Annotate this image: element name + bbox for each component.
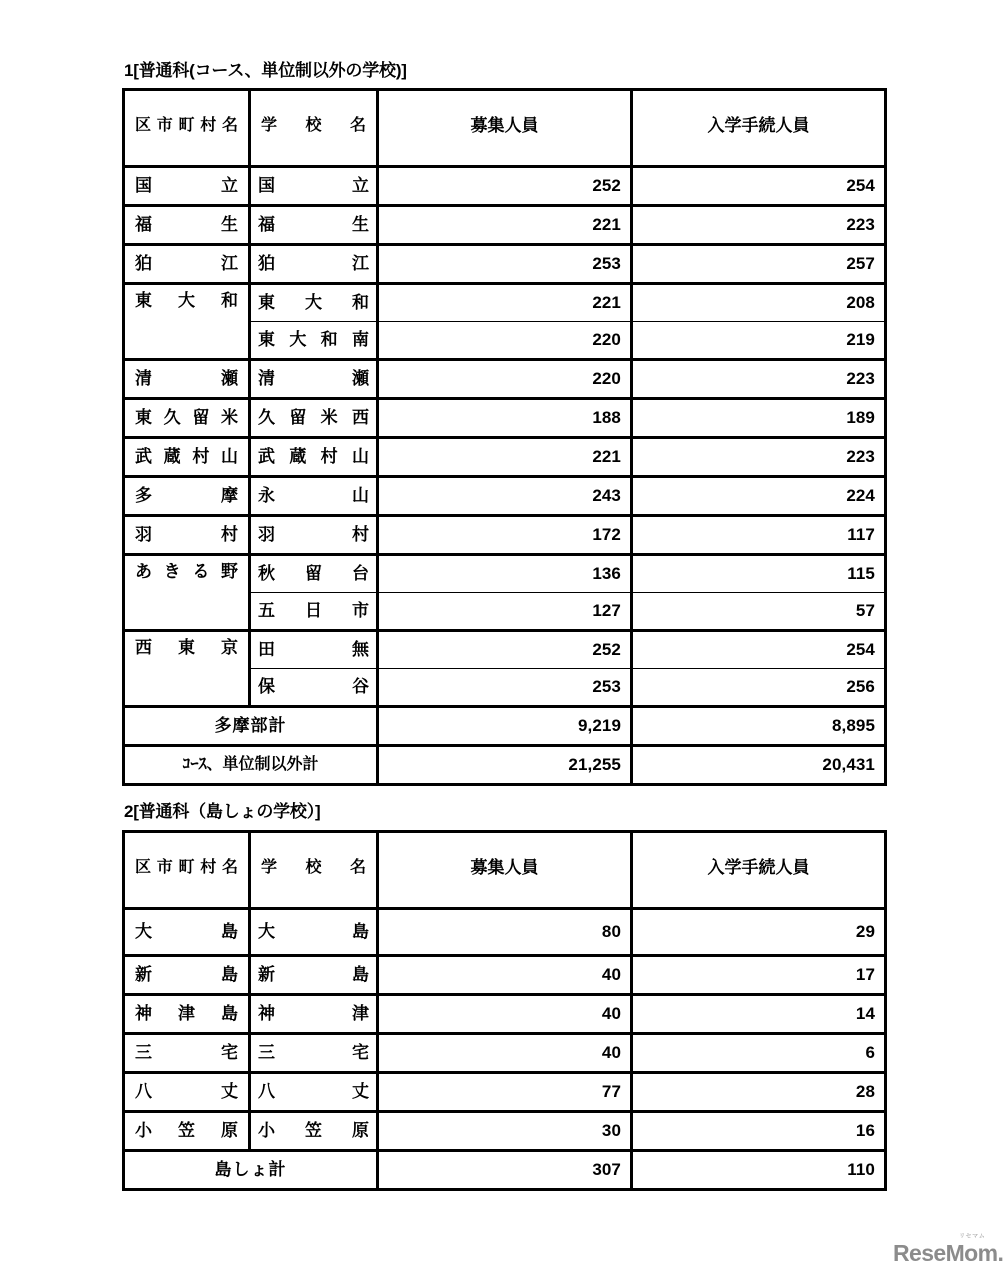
municipality-label: 東大和 <box>135 291 238 310</box>
cell-municipality <box>124 555 250 631</box>
table-row <box>124 360 886 399</box>
school-name-label: 清瀬 <box>258 368 369 388</box>
school-name-label: 東大和 <box>258 292 369 312</box>
school-name-label: 三宅 <box>258 1042 369 1062</box>
cell-municipality <box>124 399 250 438</box>
cell-capacity: 252 <box>378 167 632 206</box>
cell-enrolled: 115 <box>632 555 886 593</box>
table-total-row <box>124 746 886 785</box>
cell-school-name <box>250 555 378 593</box>
cell-total-enrolled: 110 <box>632 1151 886 1190</box>
cell-capacity: 127 <box>378 593 632 631</box>
cell-capacity: 172 <box>378 516 632 555</box>
cell-total-capacity: 307 <box>378 1151 632 1190</box>
column-header-enrolled: 入学手続人員 <box>632 90 886 167</box>
cell-total-capacity: 9,219 <box>378 707 632 746</box>
cell-capacity: 40 <box>378 995 632 1034</box>
column-header-enrolled: 入学手続人員 <box>632 832 886 909</box>
municipality-label: 八丈 <box>135 1081 238 1101</box>
cell-school-name <box>250 322 378 360</box>
cell-capacity: 253 <box>378 245 632 284</box>
school-name-label: 五日市 <box>258 600 369 620</box>
cell-municipality <box>124 477 250 516</box>
municipality-label: 小笠原 <box>135 1120 238 1140</box>
cell-capacity: 188 <box>378 399 632 438</box>
cell-enrolled: 6 <box>632 1034 886 1073</box>
cell-capacity: 80 <box>378 909 632 956</box>
table-1-body <box>124 167 886 785</box>
cell-school-name <box>250 284 378 322</box>
table-row <box>124 167 886 206</box>
resemom-watermark <box>893 1234 1004 1268</box>
cell-school-name <box>250 909 378 956</box>
municipality-label: 東久留米 <box>135 407 238 427</box>
cell-school-name <box>250 477 378 516</box>
table-island-schools <box>122 830 887 1191</box>
section-title-1: 1[普通科(コース、単位制以外の学校)] <box>124 61 407 80</box>
table-row <box>124 1112 886 1151</box>
table-row <box>124 995 886 1034</box>
school-name-label: 小笠原 <box>258 1120 369 1140</box>
municipality-label: 多摩 <box>135 485 238 505</box>
column-header-school: 学校名 <box>250 90 378 167</box>
cell-municipality <box>124 995 250 1034</box>
watermark-text: ReseMom. <box>893 1240 1004 1266</box>
school-name-label: 秋留台 <box>258 563 369 583</box>
total-label-text: 多摩部計 <box>214 715 287 735</box>
cell-school-name <box>250 438 378 477</box>
table-row <box>124 399 886 438</box>
cell-enrolled: 223 <box>632 360 886 399</box>
table-2-header <box>124 832 886 909</box>
school-name-label: 久留米西 <box>258 407 369 427</box>
table-1-header <box>124 90 886 167</box>
cell-capacity: 136 <box>378 555 632 593</box>
cell-capacity: 221 <box>378 206 632 245</box>
cell-municipality <box>124 438 250 477</box>
school-name-label: 保谷 <box>258 676 369 696</box>
cell-total-label <box>124 746 378 785</box>
cell-enrolled: 224 <box>632 477 886 516</box>
school-name-label: 永山 <box>258 485 369 505</box>
cell-school-name <box>250 516 378 555</box>
column-header-municipality: 区市町村名 <box>124 832 250 909</box>
cell-school-name <box>250 245 378 284</box>
cell-enrolled: 14 <box>632 995 886 1034</box>
cell-enrolled: 57 <box>632 593 886 631</box>
cell-school-name <box>250 669 378 707</box>
cell-municipality <box>124 206 250 245</box>
table-row <box>124 245 886 284</box>
cell-school-name <box>250 631 378 669</box>
watermark-ruby: リセマム <box>959 1234 986 1240</box>
cell-school-name <box>250 956 378 995</box>
cell-total-enrolled: 20,431 <box>632 746 886 785</box>
cell-total-capacity: 21,255 <box>378 746 632 785</box>
cell-enrolled: 189 <box>632 399 886 438</box>
cell-municipality <box>124 1073 250 1112</box>
cell-capacity: 40 <box>378 956 632 995</box>
cell-total-label <box>124 1151 378 1190</box>
school-name-label: 田無 <box>258 639 369 659</box>
municipality-label: 国立 <box>135 175 238 195</box>
cell-capacity: 220 <box>378 322 632 360</box>
total-label-text: 島しょ計 <box>214 1159 287 1179</box>
school-name-label: 八丈 <box>258 1081 369 1101</box>
municipality-label: 狛江 <box>135 253 238 273</box>
cell-enrolled: 223 <box>632 438 886 477</box>
school-name-label: 東大和南 <box>258 329 369 349</box>
table-2-body <box>124 909 886 1190</box>
cell-enrolled: 29 <box>632 909 886 956</box>
cell-municipality <box>124 245 250 284</box>
cell-capacity: 30 <box>378 1112 632 1151</box>
table-total-row <box>124 707 886 746</box>
cell-enrolled: 17 <box>632 956 886 995</box>
municipality-label: 神津島 <box>135 1003 238 1023</box>
cell-enrolled: 257 <box>632 245 886 284</box>
cell-enrolled: 223 <box>632 206 886 245</box>
table-row <box>124 631 886 669</box>
cell-municipality <box>124 284 250 360</box>
municipality-label: 三宅 <box>135 1042 238 1062</box>
table-row <box>124 956 886 995</box>
table-total-row <box>124 1151 886 1190</box>
cell-school-name <box>250 206 378 245</box>
table-row <box>124 438 886 477</box>
school-name-label: 新島 <box>258 964 369 984</box>
cell-total-label <box>124 707 378 746</box>
cell-enrolled: 117 <box>632 516 886 555</box>
cell-capacity: 221 <box>378 284 632 322</box>
cell-municipality <box>124 909 250 956</box>
cell-capacity: 253 <box>378 669 632 707</box>
cell-municipality <box>124 516 250 555</box>
cell-municipality <box>124 956 250 995</box>
school-name-label: 狛江 <box>258 253 369 273</box>
cell-capacity: 252 <box>378 631 632 669</box>
cell-school-name <box>250 360 378 399</box>
municipality-label: 西東京 <box>135 638 238 657</box>
cell-total-enrolled: 8,895 <box>632 707 886 746</box>
school-name-label: 大島 <box>258 921 369 941</box>
cell-school-name <box>250 1034 378 1073</box>
cell-municipality <box>124 1112 250 1151</box>
table-2-header-row <box>124 832 886 909</box>
cell-enrolled: 256 <box>632 669 886 707</box>
table-row <box>124 477 886 516</box>
cell-enrolled: 208 <box>632 284 886 322</box>
school-name-label: 国立 <box>258 175 369 195</box>
table-row <box>124 1073 886 1112</box>
section-title-2: 2[普通科（島しょの学校）] <box>124 802 321 821</box>
school-name-label: 羽村 <box>258 524 369 544</box>
table-row <box>124 206 886 245</box>
municipality-label: 羽村 <box>135 524 238 544</box>
municipality-label: あきる野 <box>135 562 238 581</box>
school-name-label: 武蔵村山 <box>258 446 369 466</box>
table-row <box>124 909 886 956</box>
cell-municipality <box>124 167 250 206</box>
cell-enrolled: 28 <box>632 1073 886 1112</box>
municipality-label: 大島 <box>135 921 238 941</box>
cell-municipality <box>124 1034 250 1073</box>
cell-capacity: 243 <box>378 477 632 516</box>
cell-municipality <box>124 360 250 399</box>
municipality-label: 福生 <box>135 214 238 234</box>
cell-school-name <box>250 399 378 438</box>
cell-enrolled: 16 <box>632 1112 886 1151</box>
table-row <box>124 516 886 555</box>
cell-enrolled: 254 <box>632 631 886 669</box>
municipality-label: 新島 <box>135 964 238 984</box>
column-header-municipality: 区市町村名 <box>124 90 250 167</box>
cell-school-name <box>250 995 378 1034</box>
cell-capacity: 221 <box>378 438 632 477</box>
table-row <box>124 284 886 322</box>
cell-school-name <box>250 1112 378 1151</box>
cell-capacity: 77 <box>378 1073 632 1112</box>
school-name-label: 神津 <box>258 1003 369 1023</box>
cell-school-name <box>250 167 378 206</box>
cell-municipality <box>124 631 250 707</box>
column-header-capacity: 募集人員 <box>378 832 632 909</box>
table-row <box>124 555 886 593</box>
municipality-label: 武蔵村山 <box>135 446 238 466</box>
table-1-header-row <box>124 90 886 167</box>
cell-enrolled: 219 <box>632 322 886 360</box>
cell-capacity: 40 <box>378 1034 632 1073</box>
column-header-capacity: 募集人員 <box>378 90 632 167</box>
table-row <box>124 1034 886 1073</box>
school-name-label: 福生 <box>258 214 369 234</box>
column-header-school: 学校名 <box>250 832 378 909</box>
municipality-label: 清瀬 <box>135 368 238 388</box>
cell-school-name <box>250 1073 378 1112</box>
cell-school-name <box>250 593 378 631</box>
table-general-course <box>122 88 887 786</box>
total-label-text: ｺｰｽ、単位制以外計 <box>182 756 319 774</box>
cell-enrolled: 254 <box>632 167 886 206</box>
cell-capacity: 220 <box>378 360 632 399</box>
